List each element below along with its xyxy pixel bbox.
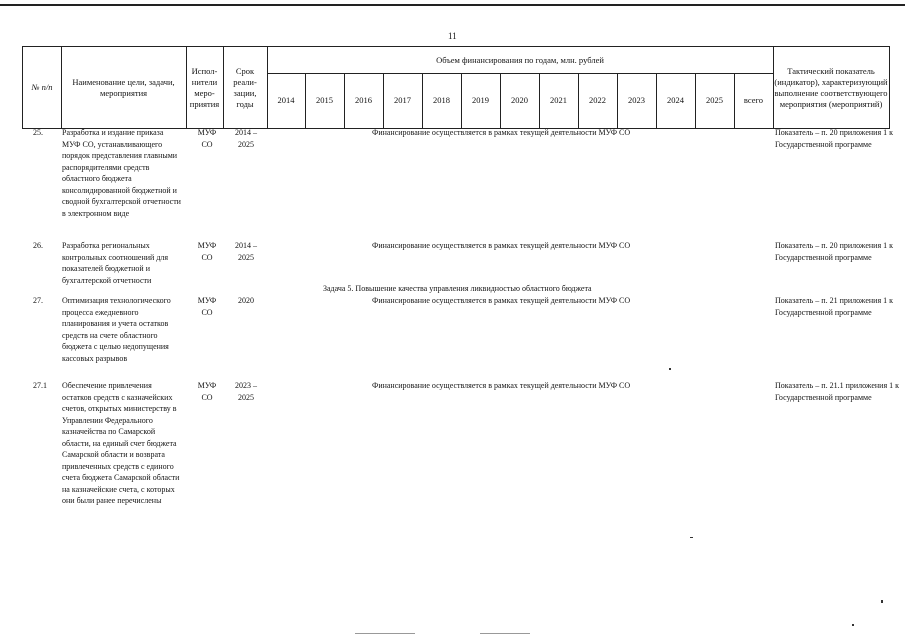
row-financing: Финансирование осуществляется в рамках текущей деятельности МУФ СО [372, 296, 631, 305]
header-year: 2016 [355, 95, 372, 105]
row-title: Разработка и издание приказа МУФ СО, устанавливающего порядок представления главными распорядителями средств областного бюджета консолидированной бюджетной и сводной бухгалтерской отчетности в электронном виде [62, 128, 181, 218]
row-period: 2014 – 2025 [235, 128, 257, 149]
row-executor: МУФ СО [197, 128, 217, 149]
row-period: 2023 – 2025 [235, 381, 257, 402]
header-year: 2015 [316, 95, 333, 105]
header-executor: Испол-нители меро-приятия [189, 65, 220, 109]
page-number: 11 [448, 31, 457, 41]
row-period: 2020 [238, 296, 254, 305]
header-year: 2014 [277, 95, 295, 105]
header-year: 2025 [706, 95, 723, 105]
row-number: 26. [33, 241, 43, 250]
scan-speck [669, 368, 671, 370]
row-executor: МУФ СО [197, 381, 217, 402]
header-year: 2024 [667, 95, 684, 105]
header-year: 2019 [472, 95, 489, 105]
row-indicator: Показатель – п. 21.1 приложения 1 к Государственной программе [775, 381, 900, 402]
row-title: Оптимизация технологического процесса ежедневного планирования и учета остатков средств на счете областного бюджета с целью недопущения кассовых разрывов [62, 296, 171, 363]
table-header [22, 46, 890, 129]
header-year: 2017 [394, 95, 411, 105]
row-title: Разработка региональных контрольных соотношений для показателей бюджетной и бухгалтерской отчетности [62, 241, 169, 285]
header-indicator: Тактический показатель (индикатор), характеризующий выполнение соответствующего мероприятия (мероприятий) [774, 65, 888, 109]
row-number: 27.1 [33, 381, 47, 390]
header-year: 2018 [433, 95, 450, 105]
top-border-line [0, 4, 905, 6]
row-title: Обеспечение привлечения остатков средств с казначейских счетов, открытых министерству в Управлении Федерального казначейства по Самарской области, на единый счет бюджета Самарской области и возврата привлеченных средств с единого счета бюджета Самарской области на казначейские счета, с которых они были ранее перечислены [62, 381, 180, 505]
header-finance: Объем финансирования по годам, млн. рублей [436, 54, 604, 65]
row-indicator: Показатель – п. 20 приложения 1 к Государственной программе [775, 241, 894, 262]
scan-footer-line [480, 633, 530, 634]
header-period: Срок реали-зации, годы [233, 65, 257, 109]
row-indicator: Показатель – п. 20 приложения 1 к Государственной программе [775, 128, 894, 149]
header-name: Наименование цели, задачи, мероприятия [72, 76, 175, 98]
header-year: 2023 [628, 95, 645, 105]
scan-speck [690, 537, 693, 538]
row-period: 2014 – 2025 [235, 241, 257, 262]
row-executor: МУФ СО [197, 241, 217, 262]
scan-speck [881, 600, 883, 603]
row-indicator: Показатель – п. 21 приложения 1 к Государственной программе [775, 296, 894, 317]
header-year: 2021 [550, 95, 567, 105]
task-heading: Задача 5. Повышение качества управления ликвидностью областного бюджета [323, 284, 592, 293]
row-executor: МУФ СО [197, 296, 217, 317]
header-year-total: всего [743, 95, 764, 105]
header-year: 2022 [589, 95, 606, 105]
header-year: 2020 [511, 95, 528, 105]
row-number: 25. [33, 128, 43, 137]
scan-speck [852, 624, 854, 626]
scan-footer-line [355, 633, 415, 634]
row-financing: Финансирование осуществляется в рамках текущей деятельности МУФ СО [372, 241, 631, 250]
row-number: 27. [33, 296, 43, 305]
header-num: № п/п [31, 82, 53, 92]
row-financing: Финансирование осуществляется в рамках текущей деятельности МУФ СО [372, 381, 631, 390]
row-financing: Финансирование осуществляется в рамках текущей деятельности МУФ СО [372, 128, 631, 137]
